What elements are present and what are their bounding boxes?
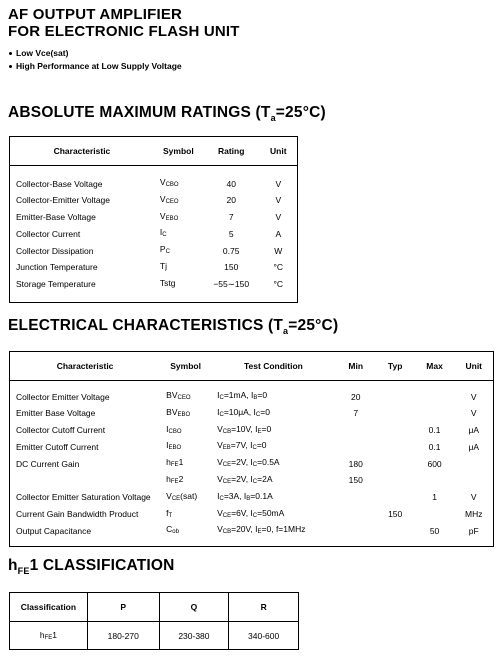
symbol-main: Tj (159, 260, 167, 271)
rating-cell: 5 (228, 228, 234, 239)
table-row (10, 473, 494, 490)
characteristic-cell: Collector Current (16, 228, 81, 239)
symbol-main: V (166, 490, 172, 501)
min-cell (336, 507, 376, 524)
unit-cell: pF (468, 525, 479, 536)
table-row (10, 439, 494, 456)
table-row (10, 381, 494, 406)
row-label-h: h (39, 630, 45, 640)
condition-subscript: C (252, 512, 258, 519)
test-condition-cell: IC=1mA, IB=0 (217, 390, 268, 401)
symbol-cell (154, 260, 203, 277)
table-row (10, 523, 494, 546)
symbol-main: P (159, 244, 166, 255)
condition-subscript: CE (222, 462, 232, 469)
unit-cell: μA (468, 425, 480, 436)
typ-cell (376, 439, 415, 456)
abs-max-heading-sub: a (270, 113, 276, 124)
symbol-cell (160, 439, 211, 456)
max-cell (415, 507, 455, 524)
condition-subscript: C (219, 495, 224, 502)
max-cell: 0.1 (428, 441, 441, 452)
condition-subscript: C (252, 462, 258, 469)
symbol-cell (154, 193, 203, 210)
characteristic-cell: Collector-Emitter Voltage (16, 195, 111, 206)
symbol-tail: (sat) (180, 490, 198, 501)
test-condition-cell: VEB=7V, IC=0 (217, 440, 267, 452)
table-cell: 180-270 (87, 622, 159, 650)
hfe-heading-sub: FE (17, 566, 30, 577)
col-header: Q (159, 593, 229, 622)
hfe-table (9, 592, 299, 650)
symbol-sub: FE (170, 478, 179, 485)
condition-subscript: CE (222, 512, 232, 519)
condition-subscript: EB (222, 445, 231, 452)
characteristic-cell: Emitter Base Voltage (16, 408, 96, 419)
condition-subscript: CB (222, 428, 232, 435)
typ-cell: 150 (388, 509, 403, 520)
table-cell: 230-380 (159, 622, 229, 650)
bullet-list (8, 48, 182, 71)
col-header: Unit (260, 137, 298, 166)
hfe-heading (8, 557, 175, 576)
unit-cell: μA (468, 441, 480, 452)
symbol-tail: 2 (178, 473, 184, 484)
unit-cell: °C (273, 279, 284, 290)
page-title (8, 6, 240, 40)
characteristic-cell: Storage Temperature (16, 279, 96, 290)
col-header: R (229, 593, 299, 622)
symbol-sub: ob (172, 529, 179, 536)
symbol-sub: FE (170, 462, 179, 469)
unit-cell: V (275, 195, 282, 206)
abs-max-table (9, 136, 298, 303)
rating-cell: 20 (226, 195, 236, 206)
characteristic-cell: Emitter-Base Voltage (16, 212, 96, 223)
col-header: Rating (203, 137, 260, 166)
col-header: Unit (455, 352, 494, 381)
test-condition-cell: VCE=6V, IC=50mA (217, 507, 285, 519)
table-row (10, 193, 298, 210)
unit-cell: V (470, 391, 477, 402)
characteristic-cell (10, 473, 161, 490)
symbol-sub: C (162, 232, 167, 239)
col-header: Symbol (160, 352, 211, 381)
typ-cell (376, 473, 415, 490)
unit-cell: V (275, 178, 282, 189)
min-cell (336, 439, 376, 456)
rating-cell: 7 (228, 212, 234, 223)
test-condition-cell: VCE=2V, IC=0.5A (217, 457, 280, 469)
min-cell: 20 (351, 391, 361, 402)
max-cell (415, 381, 455, 406)
condition-subscript: C (255, 411, 261, 418)
table-header-row (10, 352, 494, 381)
row-label (10, 622, 88, 650)
typ-cell (376, 406, 415, 423)
condition-subscript: CB (222, 529, 232, 536)
col-header: Max (415, 352, 455, 381)
characteristic-cell: Emitter Cutoff Current (16, 441, 99, 452)
symbol-sub: CEO (177, 395, 191, 401)
bullet-text: High Performance at Low Supply Voltage (16, 61, 182, 71)
rating-cell: 150 (224, 262, 239, 273)
bullet-dot-icon (9, 65, 12, 68)
title-line-2: FOR ELECTRONIC FLASH UNIT (8, 23, 240, 40)
condition-subscript: CE (222, 478, 232, 485)
symbol-sub: EBO (165, 215, 179, 222)
hfe-heading-tail: 1 CLASSIFICATION (29, 557, 175, 574)
elec-heading-sub: a (283, 326, 289, 337)
condition-subscript: C (252, 478, 258, 485)
symbol-sub: CEO (165, 198, 179, 205)
min-cell: 180 (348, 458, 363, 469)
unit-cell: W (274, 245, 283, 256)
symbol-main: h (166, 473, 171, 484)
max-cell: 600 (427, 458, 442, 469)
symbol-cell (160, 381, 211, 406)
characteristic-cell: DC Current Gain (16, 458, 80, 469)
unit-cell: MHz (465, 509, 483, 520)
characteristic-cell: Collector Emitter Voltage (16, 391, 110, 402)
table-row (10, 260, 298, 277)
condition-subscript: C (219, 395, 224, 401)
abs-max-heading-text: ABSOLUTE MAXIMUM RATINGS (T (8, 104, 271, 121)
elec-heading-tail: =25°C) (288, 317, 339, 334)
min-cell (336, 523, 376, 546)
symbol-cell (154, 277, 203, 302)
symbol-tail: 1 (178, 457, 184, 468)
characteristic-cell: Current Gain Bandwidth Product (16, 509, 139, 520)
table-header-row (10, 593, 299, 622)
unit-cell (455, 456, 494, 473)
table-cell: 340-600 (229, 622, 299, 650)
symbol-cell (160, 523, 211, 546)
table-row (10, 226, 298, 243)
symbol-cell (160, 456, 211, 473)
symbol-cell (160, 423, 211, 440)
symbol-sub: CBO (165, 182, 179, 188)
bullet-dot-icon (9, 52, 12, 55)
typ-cell (376, 423, 415, 440)
min-cell: 150 (348, 475, 363, 486)
elec-heading-text: ELECTRICAL CHARACTERISTICS (T (8, 317, 284, 334)
characteristic-cell: Collector Dissipation (16, 245, 94, 256)
rating-cell: −55∼150 (213, 279, 250, 290)
col-header: Typ (376, 352, 415, 381)
unit-cell: V (470, 492, 477, 503)
unit-cell: V (275, 212, 282, 223)
col-header: Min (336, 352, 376, 381)
rating-cell: 0.75 (222, 245, 240, 256)
max-cell: 50 (429, 525, 440, 536)
symbol-main: BV (166, 390, 178, 400)
symbol-main: C (166, 524, 173, 535)
elec-heading (8, 317, 338, 336)
abs-max-heading-tail: =25°C) (275, 104, 326, 121)
symbol-sub: CBO (168, 428, 182, 435)
min-cell (336, 490, 376, 507)
symbol-cell (160, 490, 211, 507)
test-condition-cell: VCB=10V, IE=0 (217, 423, 272, 435)
col-header: Classification (10, 593, 88, 622)
min-cell (336, 423, 376, 440)
table-row (10, 406, 494, 423)
bullet-text: Low Vce(sat) (16, 48, 69, 58)
title-line-1: AF OUTPUT AMPLIFIER (8, 6, 183, 23)
test-condition-cell: IC=3A, IB=0.1A (217, 490, 273, 502)
characteristic-cell: Junction Temperature (16, 262, 98, 273)
min-cell: 7 (353, 408, 359, 419)
symbol-main: I (159, 227, 163, 238)
symbol-cell (154, 243, 203, 260)
condition-subscript: E (257, 428, 262, 435)
symbol-main: BV (166, 406, 178, 417)
unit-cell: A (275, 228, 282, 239)
characteristic-cell: Collector-Base Voltage (16, 178, 103, 189)
condition-subscript: B (253, 395, 258, 401)
unit-cell: V (470, 408, 477, 419)
condition-subscript: C (252, 445, 257, 452)
symbol-cell (160, 406, 211, 423)
table-row (10, 622, 299, 650)
symbol-cell (154, 166, 203, 193)
table-row (10, 456, 494, 473)
max-cell: 1 (432, 492, 437, 503)
condition-subscript: E (257, 529, 262, 536)
symbol-sub: T (168, 512, 173, 519)
col-header: Characteristic (10, 352, 161, 381)
col-header: Symbol (154, 137, 203, 166)
symbol-main: V (159, 177, 166, 187)
table-row (10, 277, 298, 302)
unit-cell: °C (273, 262, 284, 273)
test-condition-cell: VCE=2V, IC=2A (217, 473, 273, 485)
typ-cell (376, 381, 415, 406)
symbol-cell (154, 226, 203, 243)
unit-cell (455, 473, 494, 490)
row-label-tail: 1 (52, 630, 57, 640)
table-header-row (10, 137, 298, 166)
test-condition-cell: VCB=20V, IE=0, f=1MHz (217, 524, 306, 536)
row-label-sub: FE (44, 635, 53, 641)
typ-cell (376, 456, 415, 473)
symbol-main: I (166, 423, 169, 434)
symbol-cell (154, 210, 203, 227)
characteristic-cell: Output Capacitance (16, 525, 92, 536)
col-header: Test Condition (211, 352, 336, 381)
symbol-sub: C (165, 249, 170, 256)
symbol-main: Tstg (159, 277, 176, 288)
symbol-sub: EBO (168, 445, 182, 452)
symbol-sub: EBO (177, 411, 191, 418)
bullet-item (8, 61, 182, 71)
symbol-main: V (159, 193, 166, 204)
table-row (10, 423, 494, 440)
symbol-main: I (166, 440, 169, 451)
bullet-item (8, 48, 182, 58)
elec-table (9, 351, 494, 547)
abs-max-heading (8, 104, 326, 123)
table-row (10, 210, 298, 227)
col-header: Characteristic (10, 137, 154, 166)
table-row (10, 507, 494, 524)
rating-cell: 40 (226, 178, 236, 189)
condition-subscript: C (219, 411, 224, 418)
symbol-main: h (166, 457, 171, 468)
typ-cell (376, 523, 415, 546)
symbol-main: f (166, 507, 169, 518)
symbol-cell (160, 473, 211, 490)
max-cell (415, 406, 455, 423)
characteristic-cell: Collector Cutoff Current (16, 425, 106, 436)
typ-cell (376, 490, 415, 507)
test-condition-cell: IC=10μA, IC=0 (217, 406, 270, 418)
hfe-heading-h: h (8, 557, 18, 574)
characteristic-cell: Collector Emitter Saturation Voltage (16, 492, 151, 503)
max-cell: 0.1 (428, 425, 441, 436)
table-row (10, 243, 298, 260)
col-header: P (87, 593, 159, 622)
table-row (10, 166, 298, 193)
max-cell (415, 473, 455, 490)
symbol-sub: CE (171, 495, 181, 502)
table-row (10, 490, 494, 507)
symbol-main: V (159, 210, 166, 221)
symbol-cell (160, 507, 211, 524)
condition-subscript: B (246, 495, 251, 502)
